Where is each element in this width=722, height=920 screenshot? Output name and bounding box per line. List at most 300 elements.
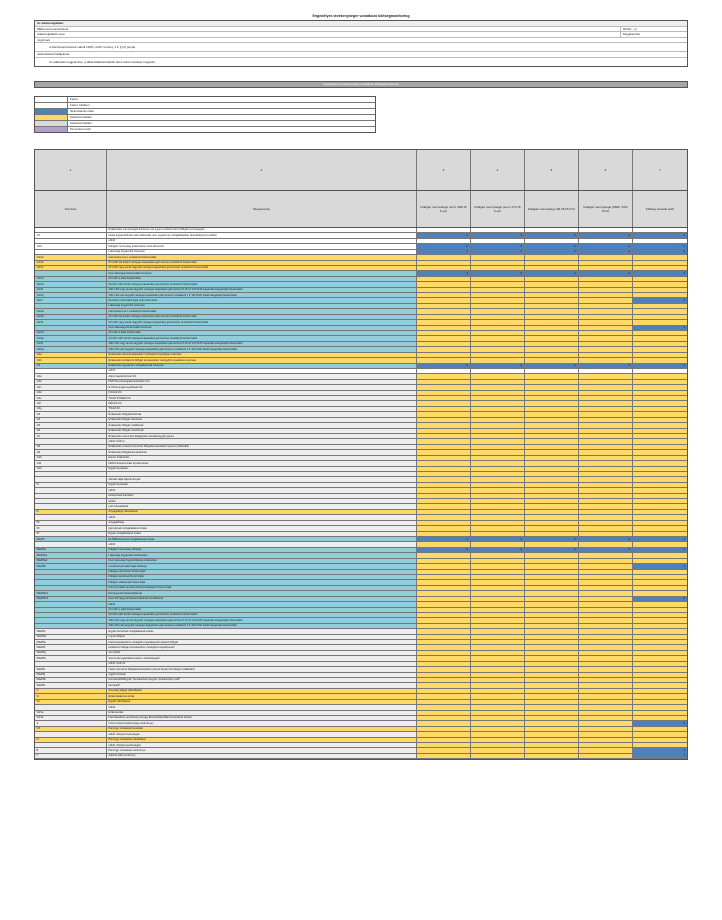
value-cell[interactable]	[417, 309, 471, 313]
value-cell[interactable]	[471, 374, 525, 378]
value-cell[interactable]	[417, 656, 471, 660]
value-cell[interactable]	[579, 347, 633, 351]
value-cell[interactable]	[525, 315, 579, 319]
value-cell[interactable]	[579, 255, 633, 259]
value-cell[interactable]	[417, 456, 471, 460]
value-cell[interactable]	[471, 532, 525, 536]
value-cell[interactable]	[471, 326, 525, 330]
value-cell[interactable]	[633, 532, 687, 536]
value-cell[interactable]	[417, 510, 471, 514]
value-cell[interactable]	[471, 255, 525, 259]
value-cell[interactable]	[579, 580, 633, 584]
value-cell[interactable]	[633, 277, 687, 281]
value-cell[interactable]	[633, 239, 687, 243]
value-cell[interactable]	[471, 613, 525, 617]
value-cell[interactable]	[525, 380, 579, 384]
value-cell[interactable]	[417, 255, 471, 259]
value-cell[interactable]	[633, 542, 687, 546]
value-cell[interactable]	[525, 738, 579, 742]
value-cell[interactable]	[417, 374, 471, 378]
value-cell[interactable]	[471, 472, 525, 476]
value-cell[interactable]	[525, 716, 579, 720]
value-cell[interactable]	[471, 542, 525, 546]
value-cell[interactable]: 0	[633, 298, 687, 302]
value-cell[interactable]	[471, 456, 525, 460]
value-cell[interactable]	[579, 434, 633, 438]
value-cell[interactable]	[525, 358, 579, 362]
value-cell[interactable]: 0	[471, 233, 525, 237]
value-cell[interactable]	[633, 401, 687, 405]
value-cell[interactable]	[471, 293, 525, 297]
value-cell[interactable]	[579, 705, 633, 709]
value-cell[interactable]	[579, 597, 633, 601]
value-cell[interactable]	[525, 586, 579, 590]
value-cell[interactable]	[417, 288, 471, 292]
value-cell[interactable]	[417, 293, 471, 297]
value-cell[interactable]	[417, 494, 471, 498]
value-cell[interactable]	[525, 532, 579, 536]
value-cell[interactable]	[471, 716, 525, 720]
value-cell[interactable]: 0	[471, 250, 525, 254]
value-cell[interactable]	[579, 315, 633, 319]
value-cell[interactable]	[633, 385, 687, 389]
value-cell[interactable]	[579, 456, 633, 460]
value-cell[interactable]	[579, 369, 633, 373]
value-cell[interactable]	[579, 727, 633, 731]
value-cell[interactable]	[417, 738, 471, 742]
value-cell[interactable]	[579, 494, 633, 498]
value-cell[interactable]: 0	[525, 244, 579, 248]
value-cell[interactable]	[525, 602, 579, 606]
value-cell[interactable]	[525, 624, 579, 628]
value-cell[interactable]	[525, 423, 579, 427]
value-cell[interactable]	[633, 418, 687, 422]
value-cell[interactable]	[579, 288, 633, 292]
value-cell[interactable]: 0	[579, 233, 633, 237]
value-cell[interactable]	[417, 401, 471, 405]
value-cell[interactable]	[633, 521, 687, 525]
value-cell[interactable]	[579, 472, 633, 476]
value-cell[interactable]	[471, 418, 525, 422]
value-cell[interactable]	[633, 602, 687, 606]
value-cell[interactable]	[471, 711, 525, 715]
value-cell[interactable]	[579, 374, 633, 378]
value-cell[interactable]	[417, 591, 471, 595]
value-cell[interactable]	[471, 380, 525, 384]
value-cell[interactable]	[471, 477, 525, 481]
value-cell[interactable]	[633, 608, 687, 612]
value-cell[interactable]	[579, 429, 633, 433]
value-cell[interactable]	[471, 602, 525, 606]
value-cell[interactable]	[579, 635, 633, 639]
value-cell[interactable]	[579, 716, 633, 720]
value-cell[interactable]	[633, 467, 687, 471]
value-cell[interactable]	[417, 239, 471, 243]
value-cell[interactable]	[471, 683, 525, 687]
value-cell[interactable]	[417, 700, 471, 704]
value-cell[interactable]	[633, 423, 687, 427]
value-cell[interactable]	[579, 380, 633, 384]
value-cell[interactable]	[525, 645, 579, 649]
value-cell[interactable]	[579, 353, 633, 357]
value-cell[interactable]	[525, 445, 579, 449]
value-cell[interactable]	[579, 483, 633, 487]
value-cell[interactable]: 0	[417, 271, 471, 275]
value-cell[interactable]	[417, 678, 471, 682]
value-cell[interactable]	[471, 694, 525, 698]
value-cell[interactable]	[525, 673, 579, 677]
value-cell[interactable]	[633, 662, 687, 666]
value-cell[interactable]	[525, 743, 579, 747]
value-cell[interactable]	[633, 559, 687, 563]
value-cell[interactable]	[579, 418, 633, 422]
value-cell[interactable]	[579, 624, 633, 628]
value-cell[interactable]	[525, 347, 579, 351]
value-cell[interactable]	[417, 526, 471, 530]
value-cell[interactable]	[525, 298, 579, 302]
value-cell[interactable]	[579, 721, 633, 725]
value-cell[interactable]	[633, 342, 687, 346]
value-cell[interactable]	[417, 618, 471, 622]
value-cell[interactable]	[417, 396, 471, 400]
value-cell[interactable]	[579, 570, 633, 574]
value-cell[interactable]: 0	[633, 326, 687, 330]
value-cell[interactable]	[579, 743, 633, 747]
value-cell[interactable]	[471, 358, 525, 362]
value-cell[interactable]	[579, 293, 633, 297]
value-cell[interactable]	[417, 575, 471, 579]
value-cell[interactable]	[525, 293, 579, 297]
value-cell[interactable]	[525, 401, 579, 405]
value-cell[interactable]	[633, 483, 687, 487]
value-cell[interactable]	[525, 667, 579, 671]
value-cell[interactable]	[579, 683, 633, 687]
value-cell[interactable]	[633, 575, 687, 579]
value-cell[interactable]	[471, 575, 525, 579]
value-cell[interactable]	[525, 564, 579, 568]
value-cell[interactable]	[633, 261, 687, 265]
value-cell[interactable]: 0	[471, 548, 525, 552]
value-cell[interactable]	[579, 559, 633, 563]
value-cell[interactable]	[471, 635, 525, 639]
value-cell[interactable]	[471, 342, 525, 346]
value-cell[interactable]	[579, 542, 633, 546]
value-cell[interactable]	[633, 732, 687, 736]
value-cell[interactable]	[525, 336, 579, 340]
value-cell[interactable]	[633, 407, 687, 411]
value-cell[interactable]: 0	[579, 364, 633, 368]
value-cell[interactable]	[471, 304, 525, 308]
value-cell[interactable]	[579, 564, 633, 568]
value-cell[interactable]	[471, 586, 525, 590]
value-cell[interactable]: 0	[525, 537, 579, 541]
value-cell[interactable]	[633, 711, 687, 715]
value-cell[interactable]	[471, 353, 525, 357]
value-cell[interactable]	[471, 521, 525, 525]
value-cell[interactable]	[471, 461, 525, 465]
value-cell[interactable]	[525, 635, 579, 639]
value-cell[interactable]	[525, 700, 579, 704]
value-cell[interactable]	[471, 754, 525, 758]
value-cell[interactable]	[525, 618, 579, 622]
value-cell[interactable]	[525, 515, 579, 519]
value-cell[interactable]: 0	[633, 597, 687, 601]
value-cell[interactable]	[417, 754, 471, 758]
value-cell[interactable]	[579, 450, 633, 454]
value-cell[interactable]	[417, 559, 471, 563]
value-cell[interactable]	[471, 494, 525, 498]
value-cell[interactable]	[417, 298, 471, 302]
value-cell[interactable]	[633, 309, 687, 313]
value-cell[interactable]	[417, 553, 471, 557]
value-cell[interactable]	[471, 700, 525, 704]
value-cell[interactable]	[417, 635, 471, 639]
value-cell[interactable]	[417, 461, 471, 465]
value-cell[interactable]	[471, 288, 525, 292]
value-cell[interactable]	[633, 293, 687, 297]
value-cell[interactable]	[471, 429, 525, 433]
value-cell[interactable]	[579, 309, 633, 313]
value-cell[interactable]	[471, 727, 525, 731]
value-cell[interactable]	[633, 494, 687, 498]
value-cell[interactable]	[525, 494, 579, 498]
value-cell[interactable]	[579, 738, 633, 742]
value-cell[interactable]: 0	[633, 364, 687, 368]
value-cell[interactable]	[471, 282, 525, 286]
value-cell[interactable]	[471, 526, 525, 530]
value-cell[interactable]	[633, 320, 687, 324]
value-cell[interactable]	[579, 526, 633, 530]
value-cell[interactable]	[417, 418, 471, 422]
value-cell[interactable]	[633, 667, 687, 671]
value-cell[interactable]: 0	[417, 548, 471, 552]
value-cell[interactable]	[633, 439, 687, 443]
value-cell[interactable]	[417, 629, 471, 633]
value-cell[interactable]	[525, 391, 579, 395]
value-cell[interactable]	[633, 450, 687, 454]
value-cell[interactable]	[417, 488, 471, 492]
value-cell[interactable]	[579, 748, 633, 752]
value-cell[interactable]	[579, 591, 633, 595]
value-cell[interactable]: 0	[525, 271, 579, 275]
value-cell[interactable]	[579, 358, 633, 362]
value-cell[interactable]	[471, 645, 525, 649]
value-cell[interactable]	[525, 510, 579, 514]
value-cell[interactable]	[417, 521, 471, 525]
value-cell[interactable]	[417, 304, 471, 308]
value-cell[interactable]	[471, 320, 525, 324]
value-cell[interactable]	[525, 477, 579, 481]
value-cell[interactable]	[633, 624, 687, 628]
value-cell[interactable]	[417, 445, 471, 449]
value-cell[interactable]	[417, 331, 471, 335]
value-cell[interactable]	[579, 521, 633, 525]
value-cell[interactable]: 0	[525, 250, 579, 254]
value-cell[interactable]	[579, 673, 633, 677]
value-cell[interactable]	[525, 385, 579, 389]
value-cell[interactable]	[579, 662, 633, 666]
value-cell[interactable]	[471, 515, 525, 519]
value-cell[interactable]	[471, 559, 525, 563]
value-cell[interactable]	[579, 553, 633, 557]
value-cell[interactable]	[471, 748, 525, 752]
value-cell[interactable]	[417, 407, 471, 411]
value-cell[interactable]	[633, 640, 687, 644]
value-cell[interactable]	[525, 488, 579, 492]
value-cell[interactable]	[633, 526, 687, 530]
value-cell[interactable]: 0	[633, 754, 687, 758]
value-cell[interactable]	[525, 304, 579, 308]
value-cell[interactable]	[525, 662, 579, 666]
value-cell[interactable]	[579, 645, 633, 649]
value-cell[interactable]	[525, 580, 579, 584]
value-cell[interactable]	[417, 743, 471, 747]
value-cell[interactable]	[417, 602, 471, 606]
value-cell[interactable]	[417, 608, 471, 612]
value-cell[interactable]	[417, 504, 471, 508]
value-cell[interactable]: 0	[471, 244, 525, 248]
value-cell[interactable]	[633, 586, 687, 590]
value-cell[interactable]	[525, 732, 579, 736]
value-cell[interactable]	[471, 277, 525, 281]
value-cell[interactable]	[633, 477, 687, 481]
value-cell[interactable]	[525, 727, 579, 731]
value-cell[interactable]	[525, 705, 579, 709]
value-cell[interactable]: 0	[417, 250, 471, 254]
value-cell[interactable]	[525, 553, 579, 557]
value-cell[interactable]	[525, 439, 579, 443]
value-cell[interactable]	[579, 261, 633, 265]
value-cell[interactable]	[417, 228, 471, 232]
value-cell[interactable]	[471, 608, 525, 612]
value-cell[interactable]: 0	[633, 250, 687, 254]
value-cell[interactable]	[471, 336, 525, 340]
value-cell[interactable]	[471, 347, 525, 351]
value-cell[interactable]	[633, 434, 687, 438]
value-cell[interactable]	[579, 331, 633, 335]
value-cell[interactable]	[579, 515, 633, 519]
value-cell[interactable]	[525, 570, 579, 574]
value-cell[interactable]	[471, 412, 525, 416]
value-cell[interactable]	[471, 678, 525, 682]
value-cell[interactable]	[471, 309, 525, 313]
value-cell[interactable]	[525, 711, 579, 715]
value-cell[interactable]	[471, 483, 525, 487]
value-cell[interactable]	[525, 374, 579, 378]
value-cell[interactable]: 0	[579, 244, 633, 248]
value-cell[interactable]	[417, 640, 471, 644]
value-cell[interactable]	[579, 461, 633, 465]
value-cell[interactable]	[417, 353, 471, 357]
value-cell[interactable]	[525, 407, 579, 411]
value-cell[interactable]	[471, 391, 525, 395]
value-cell[interactable]	[579, 477, 633, 481]
value-cell[interactable]	[471, 499, 525, 503]
value-cell[interactable]	[417, 732, 471, 736]
value-cell[interactable]	[471, 439, 525, 443]
value-cell[interactable]	[417, 450, 471, 454]
value-cell[interactable]	[471, 261, 525, 265]
value-cell[interactable]	[525, 748, 579, 752]
value-cell[interactable]	[417, 282, 471, 286]
value-cell[interactable]	[525, 282, 579, 286]
value-cell[interactable]	[471, 673, 525, 677]
value-cell[interactable]: 0	[579, 548, 633, 552]
value-cell[interactable]	[417, 705, 471, 709]
value-cell[interactable]: 0	[633, 271, 687, 275]
value-cell[interactable]	[579, 667, 633, 671]
value-cell[interactable]	[525, 396, 579, 400]
value-cell[interactable]	[525, 683, 579, 687]
value-cell[interactable]	[417, 429, 471, 433]
value-cell[interactable]	[417, 423, 471, 427]
value-cell[interactable]	[417, 673, 471, 677]
value-cell[interactable]	[417, 380, 471, 384]
value-cell[interactable]	[417, 434, 471, 438]
value-cell[interactable]	[417, 477, 471, 481]
value-cell[interactable]	[579, 407, 633, 411]
value-cell[interactable]	[525, 526, 579, 530]
value-cell[interactable]	[471, 732, 525, 736]
value-cell[interactable]: 0	[471, 271, 525, 275]
value-cell[interactable]	[417, 439, 471, 443]
value-cell[interactable]	[579, 694, 633, 698]
value-cell[interactable]	[417, 748, 471, 752]
value-cell[interactable]	[471, 591, 525, 595]
value-cell[interactable]	[417, 347, 471, 351]
value-cell[interactable]	[633, 369, 687, 373]
value-cell[interactable]	[471, 721, 525, 725]
value-cell[interactable]	[417, 369, 471, 373]
value-cell[interactable]	[417, 683, 471, 687]
value-cell[interactable]	[579, 385, 633, 389]
value-cell[interactable]	[579, 629, 633, 633]
value-cell[interactable]	[633, 570, 687, 574]
value-cell[interactable]	[471, 510, 525, 514]
value-cell[interactable]	[417, 277, 471, 281]
value-cell[interactable]	[471, 407, 525, 411]
value-cell[interactable]	[525, 521, 579, 525]
value-cell[interactable]	[579, 412, 633, 416]
value-cell[interactable]	[525, 472, 579, 476]
value-cell[interactable]	[633, 374, 687, 378]
value-cell[interactable]	[525, 288, 579, 292]
value-cell[interactable]	[633, 282, 687, 286]
value-cell[interactable]	[525, 326, 579, 330]
value-cell[interactable]: 0	[417, 537, 471, 541]
value-cell[interactable]	[633, 499, 687, 503]
value-cell[interactable]	[633, 347, 687, 351]
value-cell[interactable]	[417, 358, 471, 362]
value-cell[interactable]	[417, 320, 471, 324]
value-cell[interactable]	[417, 385, 471, 389]
value-cell[interactable]	[525, 559, 579, 563]
value-cell[interactable]	[633, 618, 687, 622]
value-cell[interactable]	[417, 515, 471, 519]
value-cell[interactable]	[633, 629, 687, 633]
value-cell[interactable]	[471, 298, 525, 302]
value-cell[interactable]	[525, 342, 579, 346]
value-cell[interactable]	[579, 618, 633, 622]
value-cell[interactable]	[471, 624, 525, 628]
value-cell[interactable]: 0	[579, 271, 633, 275]
value-cell[interactable]: 0	[471, 364, 525, 368]
value-cell[interactable]: 0	[633, 548, 687, 552]
value-cell[interactable]	[525, 369, 579, 373]
value-cell[interactable]	[633, 613, 687, 617]
value-cell[interactable]	[471, 450, 525, 454]
value-cell[interactable]	[525, 277, 579, 281]
